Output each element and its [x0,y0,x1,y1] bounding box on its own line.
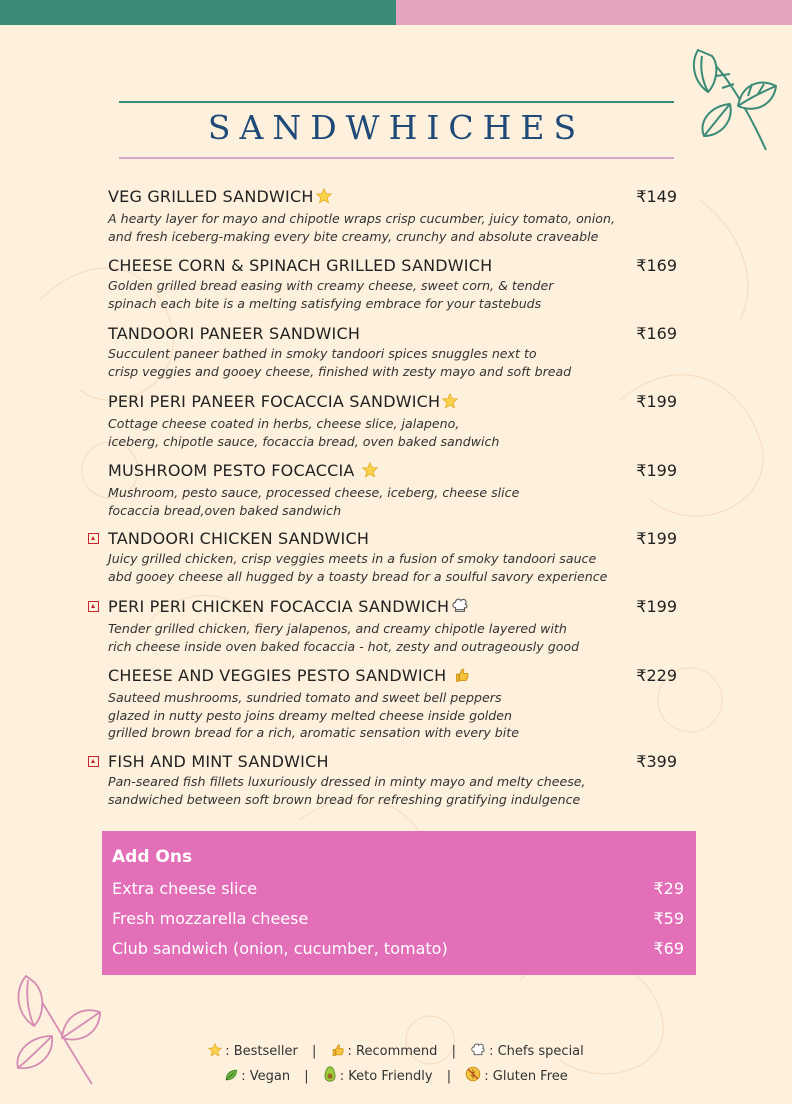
item-name: VEG GRILLED SANDWICH [108,187,314,206]
star-icon [362,462,378,483]
item-description: Succulent paneer bathed in smoky tandoori spices snuggles next to crisp veggies and gooey cheese, finished with zesty mayo and soft bread [108,346,572,379]
item-name: TANDOORI CHICKEN SANDWICH [108,529,370,548]
chef-hat-icon [470,1043,486,1061]
item-price: ₹399 [636,752,677,771]
menu-item [108,461,688,519]
menu-item [108,324,688,380]
item-name: CHEESE AND VEGGIES PESTO SANDWICH [108,666,447,685]
no-gluten-icon [465,1066,481,1086]
item-description: Mushroom, pesto sauce, processed cheese, iceberg, cheese slice focaccia bread,oven baked sandwich [108,485,520,518]
legend-recommend: : Recommend [331,1043,438,1061]
item-description: Cottage cheese coated in herbs, cheese slice, jalapeno, iceberg, chipotle sauce, focaccia bread, oven baked sandwich [108,416,500,449]
legend-separator: | [451,1044,456,1059]
menu-item [108,752,688,808]
title-rule-top [119,101,674,103]
thumbs-up-icon [454,667,470,688]
addons-box [102,831,696,975]
title-rule-bottom [119,157,674,159]
item-name: CHEESE CORN & SPINACH GRILLED SANDWICH [108,256,493,275]
addon-row [112,879,684,898]
item-name: PERI PERI CHICKEN FOCACCIA SANDWICH [108,597,450,616]
item-price: ₹169 [636,324,677,343]
legend-keto: : Keto Friendly [323,1066,433,1086]
item-name: FISH AND MINT SANDWICH [108,752,329,771]
item-price: ₹229 [636,666,677,685]
legend-vegan: : Vegan [224,1068,290,1086]
item-description: Juicy grilled chicken, crisp veggies meets in a fusion of smoky tandoori sauce abd gooey cheese all hugged by a toasty bread for a soulful savory experience [108,551,608,584]
item-price: ₹199 [636,392,677,411]
legend-chefs-special: : Chefs special [470,1043,584,1061]
top-bar-teal [0,0,396,25]
avocado-icon [323,1066,337,1086]
addons-title: Add Ons [112,847,193,867]
addon-label: Club sandwich (onion, cucumber, tomato) [112,939,448,958]
legend-bestseller: : Bestseller [208,1043,298,1061]
legend-separator: | [304,1069,309,1084]
addon-price: ₹69 [653,939,684,958]
non-veg-icon [88,756,99,767]
menu-item [108,392,688,450]
top-bar-pink [396,0,792,25]
non-veg-icon [88,533,99,544]
addon-row [112,939,684,958]
item-name: TANDOORI PANEER SANDWICH [108,324,361,343]
item-description: Tender grilled chicken, fiery jalapenos, and creamy chipotle layered with rich cheese inside oven baked focaccia - hot, zesty and outrageously good [108,621,580,654]
addon-label: Extra cheese slice [112,879,258,898]
item-name: PERI PERI PANEER FOCACCIA SANDWICH [108,392,441,411]
item-description: Pan-seared fish fillets luxuriously dressed in minty mayo and melty cheese, sandwiched between soft brown bread for refreshing gratifying indulgence [108,774,586,807]
page-title: SANDWHICHES [207,108,586,147]
legend-separator: | [312,1044,317,1059]
item-price: ₹149 [636,187,677,206]
addon-row [112,909,684,928]
item-price: ₹199 [636,461,677,480]
legend-gluten-free: : Gluten Free [465,1066,568,1086]
addon-price: ₹59 [653,909,684,928]
chef-hat-icon [451,598,469,619]
menu-item [108,187,688,245]
item-description: A hearty layer for mayo and chipotle wraps crisp cucumber, juicy tomato, onion, and fresh iceberg-making every bite creamy, crunchy and absolute craveable [108,211,615,244]
leaf-illustration-top [690,44,782,156]
menu-item [108,529,688,585]
thumbs-up-icon [331,1043,345,1061]
item-name: MUSHROOM PESTO FOCACCIA [108,461,355,480]
star-icon [316,188,332,209]
addon-label: Fresh mozzarella cheese [112,909,309,928]
leaf-icon [224,1068,238,1086]
item-description: Golden grilled bread easing with creamy cheese, sweet corn, & tender spinach each bite is a melting satisfying embrace for your tastebuds [108,278,554,311]
addon-price: ₹29 [653,879,684,898]
item-price: ₹199 [636,529,677,548]
item-price: ₹169 [636,256,677,275]
legend-separator: | [446,1069,452,1084]
menu-item [108,597,688,655]
star-icon [442,393,458,414]
legend-row-1 [0,1043,792,1061]
item-description: Sauteed mushrooms, sundried tomato and sweet bell peppers glazed in nutty pesto joins dreamy melted cheese inside golden grilled brown bread for a rich, aromatic sensation with every bite [108,690,519,740]
legend-row-2 [0,1066,792,1086]
item-price: ₹199 [636,597,677,616]
star-icon [208,1043,222,1061]
menu-item [108,256,688,312]
menu-item [108,666,688,742]
non-veg-icon [88,601,99,612]
